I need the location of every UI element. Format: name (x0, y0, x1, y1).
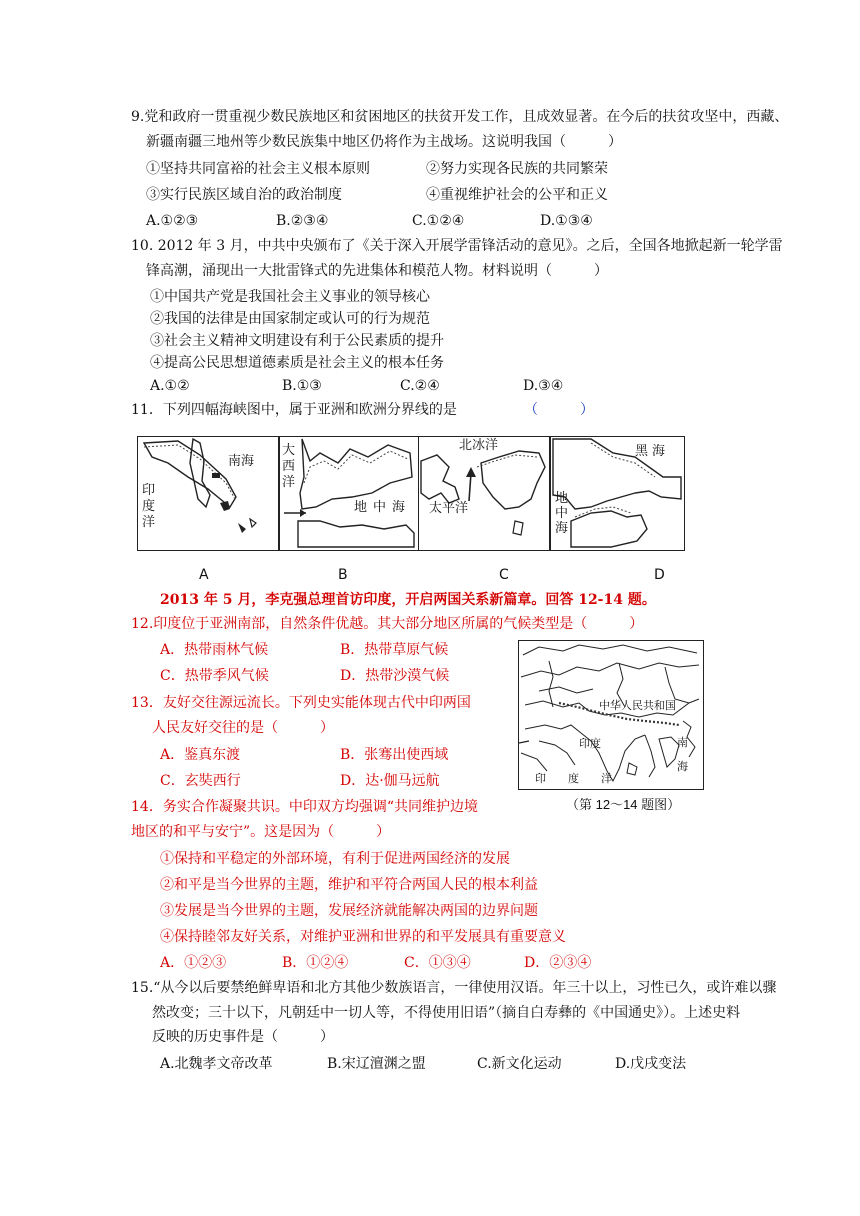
map-label-india: 印度 (579, 737, 601, 750)
q10-option-1: ①中国共产党是我国社会主义事业的领导核心 (150, 289, 430, 305)
map-label-china: 中华人民共和国 (599, 699, 676, 712)
q9-choice-d: D.①③④ (540, 213, 593, 229)
q14-choice-d: D．②③④ (524, 955, 592, 971)
q15-choice-a: A.北魏孝文帝改革 (160, 1056, 273, 1072)
q12-choice-b: B．热带草原气候 (340, 642, 449, 658)
q9-stem-line1: 9.党和政府一贯重视少数民族地区和贫困地区的扶贫开发工作，且成效显著。在今后的扶贫攻坚中，西藏、 (131, 109, 789, 125)
q10-option-4: ④提高公民思想道德素质是社会主义的根本任务 (150, 355, 444, 371)
q13-choice-b: B．张骞出使西域 (340, 747, 449, 763)
q12-choice-d: D．热带沙漠气候 (340, 668, 450, 684)
q13-choice-a: A．鉴真东渡 (160, 747, 241, 763)
q14-option-1: ①保持和平稳定的外部环境，有利于促进两国经济的发展 (160, 851, 510, 867)
q10-choice-c: C.②④ (400, 378, 440, 394)
q15-choice-c: C.新文化运动 (477, 1056, 562, 1072)
strait-map-b-drawing (280, 437, 417, 549)
q14-choice-c: C．①③④ (404, 955, 471, 971)
q15-stem-line1: 15.“从今以后要禁绝鲜卑语和北方其他少数族语言，一律使用汉语。年三十以上，习性已久，或许难以骤 (131, 980, 777, 996)
q15-stem-line3: 反映的历史事件是（ ） (152, 1029, 334, 1045)
q14-choice-b: B．①②④ (282, 955, 349, 971)
q14-choice-a: A．①②③ (160, 955, 227, 971)
q9-choice-b: B.②③④ (276, 213, 329, 229)
q13-choice-c: C．玄奘西行 (160, 773, 241, 789)
map-label-indian-ocean: 印 度 洋 (535, 772, 612, 785)
q13-stem-line2: 人民友好交往的是（ ） (152, 720, 334, 736)
q10-option-3: ③社会主义精神文明建设有利于公民素质的提升 (150, 333, 444, 349)
q10-stem-line2: 锋高潮，涌现出一大批雷锋式的先进集体和模范人物。材料说明（ ） (146, 263, 608, 279)
q13-stem-line1: 13．友好交往源远流长。下列史实能体现古代中印两国 (131, 695, 471, 711)
q15-choice-d: D.戊戌变法 (615, 1056, 687, 1072)
q14-stem-line2: 地区的和平与安宁”。这是因为（ ） (131, 824, 391, 840)
q12-choice-c: C．热带季风气候 (160, 668, 269, 684)
strait-map-a (137, 436, 279, 551)
q14-option-3: ③发展是当今世界的主题，发展经济就能解决两国的边界问题 (160, 903, 538, 919)
map-b-letter: B (338, 567, 348, 583)
q12-stem: 12.印度位于亚洲南部，自然条件优越。其大部分地区所属的气候类型是（ ） (131, 616, 644, 632)
strait-map-c (418, 436, 550, 551)
strait-map-a-drawing (138, 437, 277, 549)
map-c-letter: C (499, 567, 509, 583)
strait-map-c-drawing (419, 437, 548, 549)
china-india-map-drawing (519, 641, 702, 788)
map-d-letter: D (654, 567, 665, 583)
q15-stem-line2: 然改变；三十以下，凡朝廷中一切人等，不得使用旧语”（摘自白寿彝的《中国通史》）。上述史料 (152, 1005, 741, 1021)
q10-stem-line1: 10. 2012 年 3 月，中共中央颁布了《关于深入开展学雷锋活动的意见》。之后，全国各地掀起新一轮学雷 (131, 238, 783, 254)
map-a-letter: A (199, 567, 209, 583)
q15-choice-b: B.宋辽澶渊之盟 (327, 1056, 426, 1072)
map-a-label-south-sea: 南海 (228, 454, 255, 469)
q10-choice-a: A.①② (150, 378, 190, 394)
q9-option-1: ①坚持共同富裕的社会主义根本原则 (146, 161, 370, 177)
q14-option-2: ②和平是当今世界的主题，维护和平符合两国人民的根本利益 (160, 877, 538, 893)
map-c-label-arctic: 北冰洋 (459, 438, 499, 453)
q10-choice-b: B.①③ (282, 378, 322, 394)
q9-choice-a: A.①②③ (146, 213, 199, 229)
map-d-label-black-sea: 黑海 (635, 444, 670, 459)
q9-option-2: ②努力实现各民族的共同繁荣 (426, 161, 608, 177)
map-label-south-sea: 南海 (677, 736, 688, 773)
intro-12-14: 2013 年 5 月，李克强总理首访印度，开启两国关系新篇章。回答 12-14 题。 (160, 592, 656, 608)
strait-map-d (550, 436, 685, 551)
strait-map-b (279, 436, 419, 551)
china-india-map (518, 640, 704, 790)
q9-option-3: ③实行民族区域自治的政治制度 (146, 187, 342, 203)
q9-stem-line2: 新疆南疆三地州等少数民族集中地区仍将作为主战场。这说明我国（ ） (146, 134, 622, 150)
q13-choice-d: D．达·伽马远航 (340, 773, 440, 789)
q12-choice-a: A．热带雨林气候 (160, 642, 269, 658)
q10-option-2: ②我国的法律是由国家制定或认可的行为规范 (150, 311, 430, 327)
q11-stem: 11．下列四幅海峡图中，属于亚洲和欧洲分界线的是 (131, 402, 457, 418)
map-b-label-atlantic: 大西洋 (282, 443, 296, 490)
map-caption: （第 12～14 题图） (566, 797, 681, 812)
map-c-label-pacific: 太平洋 (429, 501, 469, 516)
q9-choice-c: C.①②④ (412, 213, 465, 229)
q10-choice-d: D.③④ (523, 378, 564, 394)
q14-option-4: ④保持睦邻友好关系，对维护亚洲和世界的和平发展具有重要意义 (160, 929, 566, 945)
q14-stem-line1: 14．务实合作凝聚共识。中印双方均强调“共同维护边境 (131, 799, 478, 815)
q11-answer-blank: （ ） (524, 402, 594, 418)
map-a-label-indian-ocean: 印度洋 (142, 483, 156, 530)
q9-option-4: ④重视维护社会的公平和正义 (426, 187, 608, 203)
map-d-label-mediterranean: 地中海 (555, 491, 569, 536)
map-b-label-mediterranean: 地中海 (354, 500, 412, 515)
